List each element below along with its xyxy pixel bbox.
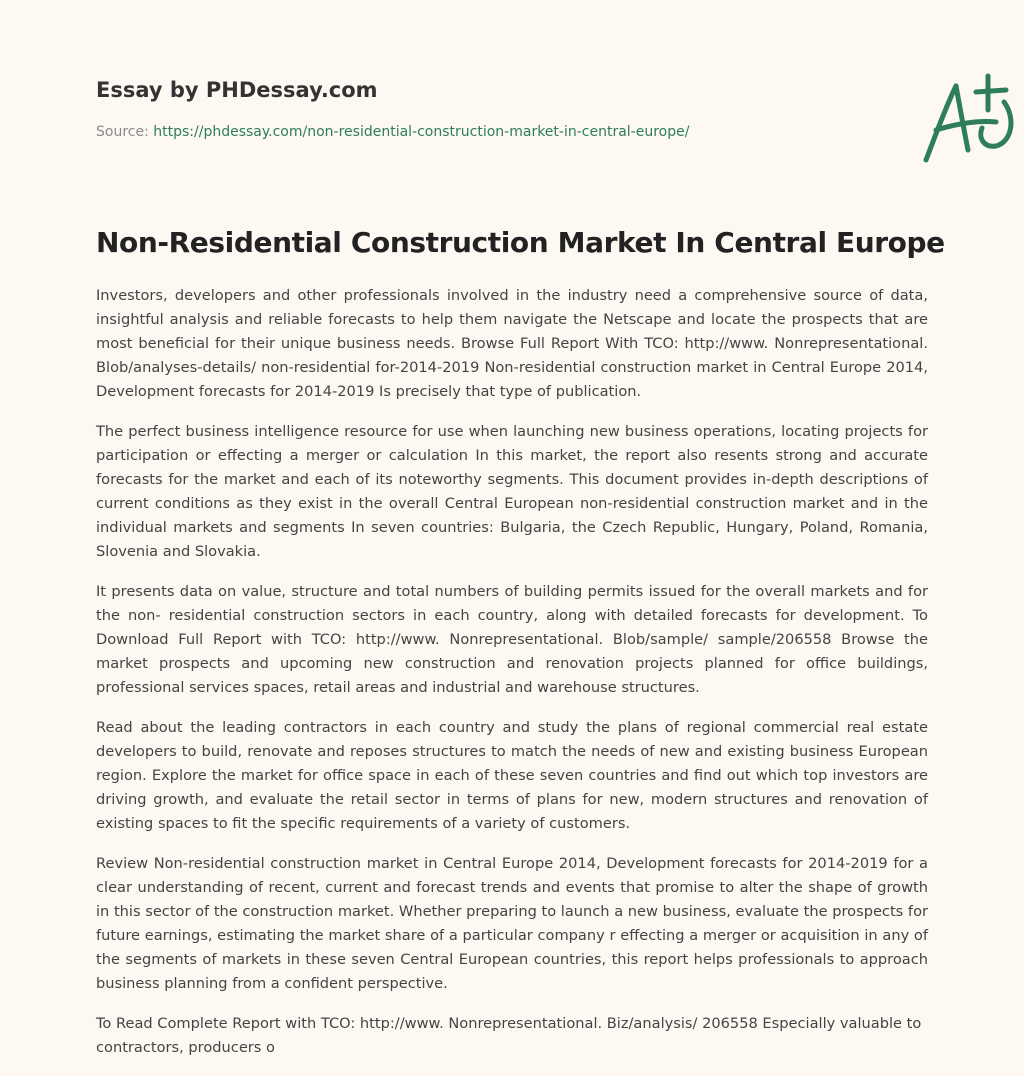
article-body bbox=[96, 284, 928, 1060]
paragraph-3: It presents data on value, structure and total numbers of building permits issued for the overall markets and for the non- residential construction sectors in each country, along with detailed forecasts for development. To Download Full Report with TCO: http://www. Nonrepresentational. Blob/sample/ sample/206558 Browse the market prospects and upcoming new construction and renovation projects planned for office buildings, professional services spaces, retail areas and industrial and warehouse structures. bbox=[96, 583, 928, 696]
source-line bbox=[96, 124, 689, 140]
article-title: Non-Residential Construction Market In Central Europe bbox=[96, 226, 945, 259]
source-label: Source: bbox=[96, 124, 154, 140]
a-plus-logo-icon bbox=[916, 68, 1020, 164]
site-brand: Essay by PHDessay.com bbox=[96, 78, 378, 102]
paragraph-2: The perfect business intelligence resource for use when launching new business operations, locating projects for participation or effecting a merger or calculation In this market, the report also resents strong and accurate forecasts for the market and each of its noteworthy segments. This document provides in-depth descriptions of current conditions as they exist in the overall Central European non-residential construction market and in the individual markets and segments In seven countries: Bulgaria, the Czech Republic, Hungary, Poland, Romania, Slovenia and Slovakia. bbox=[96, 423, 928, 560]
paragraph-6: To Read Complete Report with TCO: http://www. Nonrepresentational. Biz/analysis/ 206558 Especially valuable to contractors, producers o bbox=[96, 1015, 922, 1056]
paragraph-5: Review Non-residential construction market in Central Europe 2014, Development forecasts for 2014-2019 for a clear understanding of recent, current and forecast trends and events that promise to alter the shape of growth in this sector of the construction market. Whether preparing to launch a new business, evaluate the prospects for future earnings, estimating the market share of a particular company r effecting a merger or acquisition in any of the segments of markets in these seven Central European countries, this report helps professionals to approach business planning from a confident perspective. bbox=[96, 855, 928, 992]
source-link[interactable]: https://phdessay.com/non-residential-construction-market-in-central-europe/ bbox=[153, 124, 690, 140]
paragraph-4: Read about the leading contractors in each country and study the plans of regional commercial real estate developers to build, renovate and reposes structures to match the needs of new and existing business European region. Explore the market for office space in each of these seven countries and find out which top investors are driving growth, and evaluate the retail sector in terms of plans for new, modern structures and renovation of existing spaces to fit the specific requirements of a variety of customers. bbox=[96, 719, 928, 832]
paragraph-1: Investors, developers and other professionals involved in the industry need a comprehensive source of data, insightful analysis and reliable forecasts to help them navigate the Netscape and locate the prospects that are most beneficial for their unique business needs. Browse Full Report With TCO: http://www. Nonrepresentational. Blob/analyses-details/ non-residential for-2014-2019 Non-residential construction market in Central Europe 2014, Development forecasts for 2014-2019 Is precisely that type of publication. bbox=[96, 287, 928, 400]
